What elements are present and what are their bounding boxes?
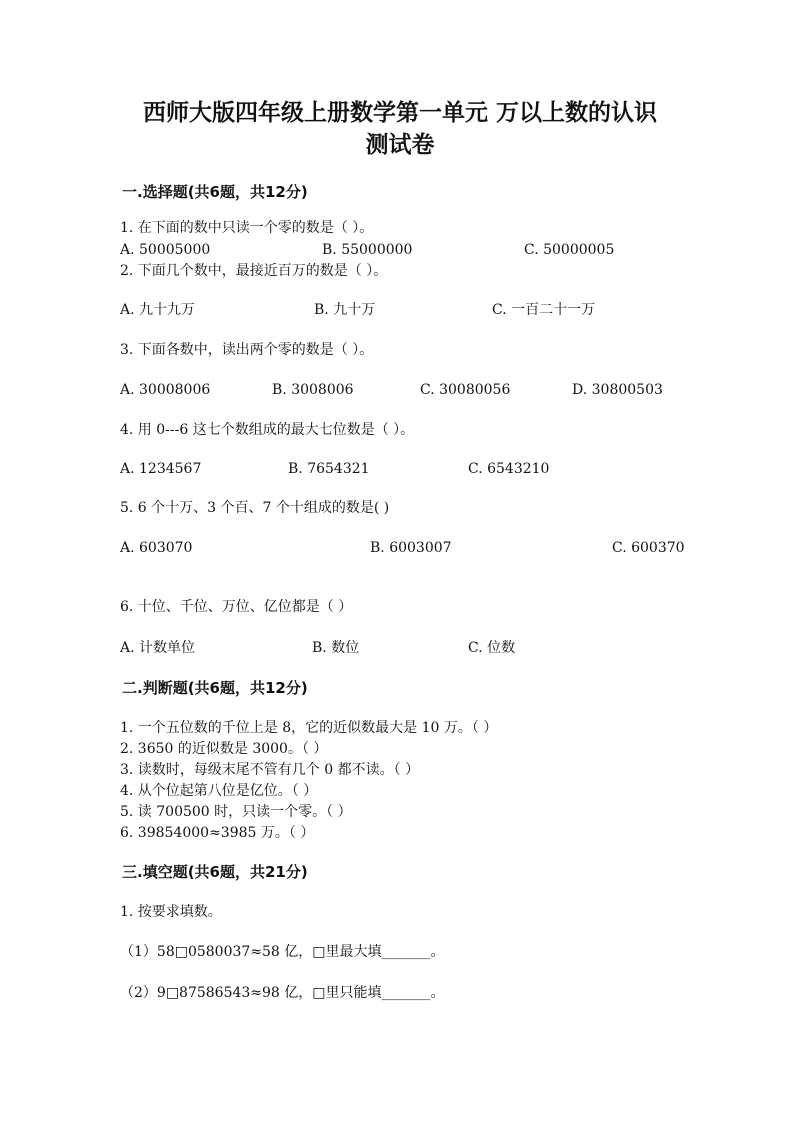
question-text: 5. 6 个十万、3 个百、7 个十组成的数是( ) (120, 500, 390, 516)
option-a: A. 1234567 (120, 461, 202, 477)
judge-item: 5. 读 700500 时，只读一个零。（ ） (120, 804, 352, 820)
question-text: 1. 在下面的数中只读一个零的数是（ ）。 (120, 220, 374, 236)
option-d: D. 30800503 (572, 382, 663, 398)
judge-item: 2. 3650 的近似数是 3000。（ ） (120, 741, 328, 757)
option-b: B. 九十万 (314, 302, 376, 318)
section-heading-choice: 一.选择题(共6题，共12分) (122, 183, 308, 201)
option-c: C. 30080056 (420, 382, 511, 398)
option-c: C. 6543210 (468, 461, 550, 477)
option-b: B. 6003007 (370, 540, 452, 556)
option-a: A. 50005000 (120, 242, 211, 258)
option-b: B. 数位 (312, 640, 360, 656)
fill-question: 1. 按要求填数。 (120, 904, 222, 920)
fill-subquestion: （1）58□0580037≈58 亿，□里最大填_______。 (120, 944, 445, 960)
option-a: A. 603070 (120, 540, 193, 556)
judge-item: 6. 39854000≈3985 万。（ ） (120, 825, 315, 841)
option-a: A. 计数单位 (120, 640, 196, 656)
judge-item: 1. 一个五位数的千位上是 8，它的近似数最大是 10 万。（ ） (120, 720, 498, 736)
document-title-line2: 测试卷 (365, 132, 435, 158)
option-c: C. 50000005 (524, 242, 615, 258)
judge-item: 3. 读数时，每级末尾不管有几个 0 都不读。（ ） (120, 762, 420, 778)
section-heading-judge: 二.判断题(共6题，共12分) (122, 679, 308, 697)
question-text: 4. 用 0---6 这七个数组成的最大七位数是（ ）。 (120, 422, 415, 438)
option-a: A. 30008006 (120, 382, 211, 398)
option-b: B. 55000000 (322, 242, 413, 258)
section-heading-fill: 三.填空题(共6题，共21分) (122, 863, 308, 881)
option-c: C. 600370 (612, 540, 685, 556)
fill-subquestion: （2）9□87586543≈98 亿，□里只能填_______。 (120, 985, 445, 1001)
question-text: 2. 下面几个数中，最接近百万的数是（ ）。 (120, 263, 388, 279)
option-b: B. 7654321 (288, 461, 370, 477)
question-text: 3. 下面各数中，读出两个零的数是（ ）。 (120, 342, 374, 358)
option-b: B. 3008006 (272, 382, 354, 398)
question-text: 6. 十位、千位、万位、亿位都是（ ） (120, 599, 353, 615)
option-a: A. 九十九万 (120, 302, 196, 318)
document-title: 西师大版四年级上册数学第一单元 万以上数的认识 (142, 100, 657, 126)
judge-item: 4. 从个位起第八位是亿位。（ ） (120, 783, 318, 799)
option-c: C. 一百二十一万 (492, 302, 596, 318)
option-c: C. 位数 (468, 640, 516, 656)
